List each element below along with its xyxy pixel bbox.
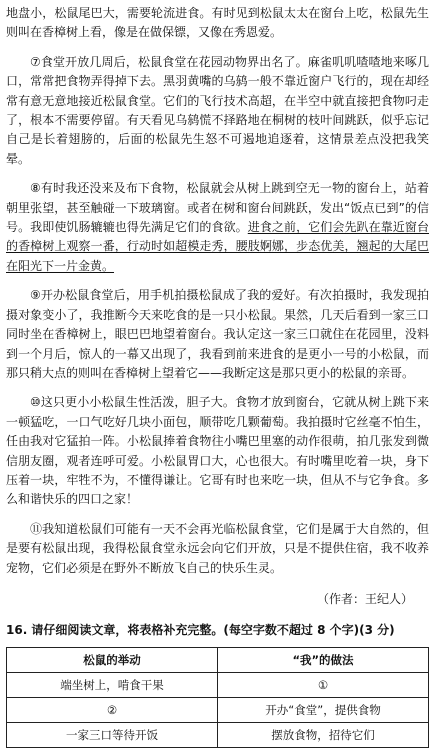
table-row [7, 673, 429, 698]
paragraph-8-text: ⑧有时我还没来及布下食物，松鼠就会从树上跳到空无一物的窗台上，站着朝里张望，甚至触碰一下玻璃窗。或者在树和窗台间跳跃，发出“饭点已到”的信号。我即使饥肠辘辘也得先满足它们的食欲。 [6, 181, 429, 235]
table-cell: 开办“食堂”，提供食物 [218, 698, 429, 723]
table-cell: 摆放食物，招待它们 [218, 723, 429, 748]
paragraph-gap [6, 383, 429, 393]
question-16: 16. 请仔细阅读文章，将表格补充完整。(每空字数不超过 8 个字)(3 分) [6, 623, 395, 638]
table-row [7, 698, 429, 723]
paragraph-intro: 地盘小，松鼠尾巴大，需要轮流进食。有时见到松鼠太太在窗台上吃，松鼠先生则叫在香樟树上看，像是在做保镖，又像在秀恩爱。 [6, 6, 429, 40]
table-cell: 端坐树上，啃食干果 [7, 673, 218, 698]
paragraph-11: ⑪我知道松鼠们可能有一天不会再光临松鼠食堂，它们是属于大自然的，但是要有松鼠出现，我得松鼠食堂永远会向它们开放，只是不提供住宿，我不收养宠物，它们必须是在野外不断放飞自己的快乐生灵。 [6, 521, 429, 575]
table-header-cell: “我”的做法 [218, 648, 429, 673]
paragraph-8 [6, 179, 429, 276]
paragraph-10: ⑩这只更小小松鼠生性活泼，胆子大。食物才放到窗台，它就从树上跳下来一顿猛吃，一口气吃好几块小面包，顺带吃几颗葡萄。我拍摄时它丝毫不怕生，任由我对它猛拍一阵。小松鼠捧着食物往小嘴巴里塞的动作很萌，拍几张发到微信朋友圈，观者连呼可爱。小松鼠胃口大，心也很大。有时嘴里吃着一块，身下压着一块，牢牲不为，不懂得谦让。它哥有时也来吃一块，但从不与它争食。多么和谐快乐的四口之家！ [6, 395, 429, 507]
paragraph-7: ⑦食堂开放几周后，松鼠食堂在花园动物界出名了。麻雀叽叽喳喳地来啄几口，常常把食物弄得掉下去。黑羽黄嘴的乌鸫一般不靠近窗户飞行的，现在却经常有意无意地接近松鼠食堂。它们的飞行技术高超，在半空中就直接把食物叼走了，根本不需要停留。有天看见乌鸫慌不择路地在桐树的枝叶间跳跃，似乎忘记自己是长着翅膀的，后面的松鼠先生怒不可遏地追逐着，这情景差点没把我笑晕。 [6, 54, 429, 166]
author-line: （作者：王纪人） [316, 591, 413, 606]
paragraph-9: ⑨开办松鼠食堂后，用手机拍摄松鼠成了我的爱好。有次拍摄时，我发现拍摄对象变小了，我推断今天来吃食的是一只小松鼠。果然，几天后看到一家三口同时坐在香樟树上，眼巴巴地望着窗台。我认定这一家三口就住在花园里，没料到一个月后，惊人的一幕又出现了，我看到前来进食的是更小一号的小松鼠，而那只稍大点的则叫在香樟树上望着它——我断定这是那只更小的松鼠的亲哥。 [6, 288, 429, 380]
paragraph-gap [6, 276, 429, 286]
answer-blank-1[interactable]: ① [218, 673, 429, 698]
table-header-row [7, 648, 429, 673]
paragraph-gap [6, 43, 429, 53]
paragraph-gap [6, 169, 429, 179]
table-row [7, 723, 429, 748]
paragraph-8-underlined-text: 进食之前，它们会先趴在靠近窗台的香樟树上观察一番，行动时如超模走秀，腰肢婀娜，步态优美，翘起的大尾巴在阳光下一片金黄。 [6, 220, 429, 273]
paragraph-gap [6, 510, 429, 520]
answer-table [6, 647, 429, 748]
answer-blank-2[interactable]: ② [7, 698, 218, 723]
table-header-cell: 松鼠的举动 [7, 648, 218, 673]
table-cell: 一家三口等待开饭 [7, 723, 218, 748]
